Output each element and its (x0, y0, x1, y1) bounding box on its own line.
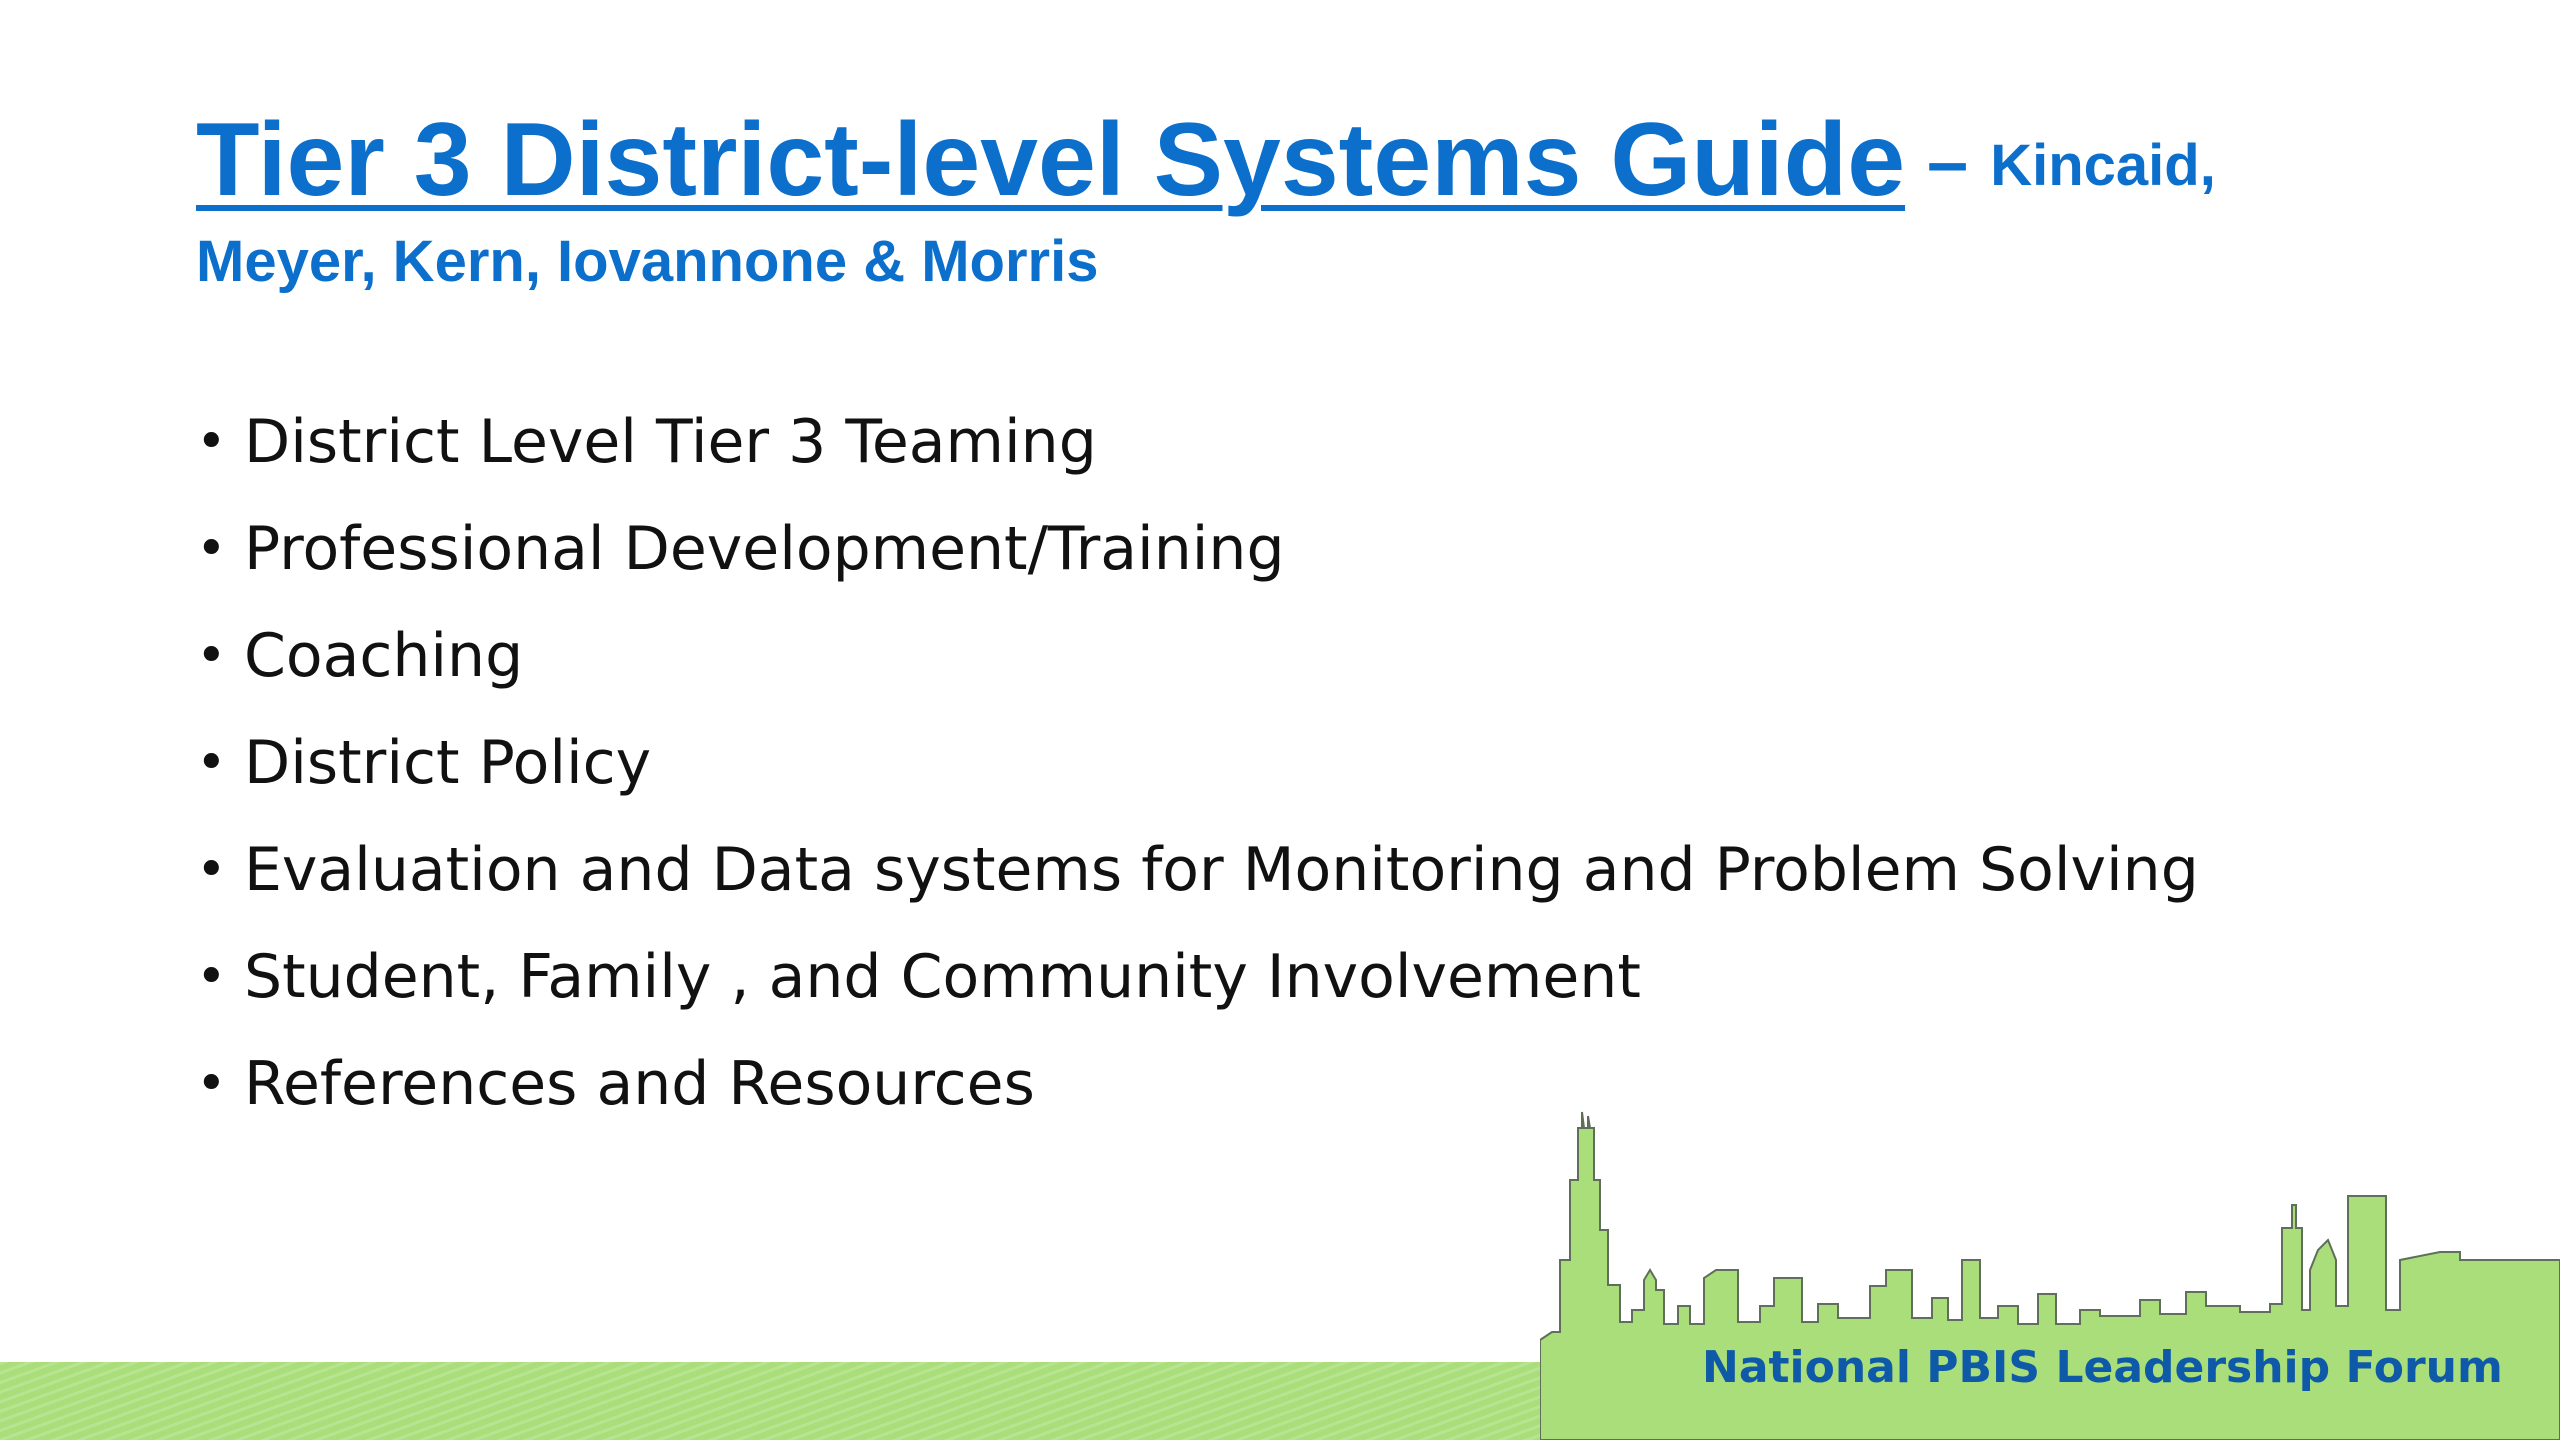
bullet-text: Evaluation and Data systems for Monitoring and Problem Solving (244, 834, 2199, 905)
bullet-item (196, 923, 2199, 1030)
bullet-icon: • (196, 839, 227, 900)
bullet-text: Professional Development/Training (244, 513, 1285, 584)
bullet-icon: • (196, 732, 227, 793)
bullet-icon: • (196, 946, 227, 1007)
bullet-icon: • (196, 411, 227, 472)
title-dash: – (1927, 120, 1969, 203)
bullet-icon: • (196, 518, 227, 579)
bullet-icon: • (196, 625, 227, 686)
bullet-item (196, 495, 2199, 602)
bullet-list (196, 388, 2199, 1137)
title-authors-line-2: Meyer, Kern, Iovannone & Morris (196, 229, 1099, 294)
title-authors-line-1: Kincaid, (1990, 133, 2216, 198)
guide-title[interactable]: Tier 3 District-level Systems Guide (196, 102, 1906, 218)
bullet-text: District Policy (244, 727, 652, 798)
title-line-1 (196, 102, 2396, 218)
bullet-item (196, 709, 2199, 816)
slide-title (196, 102, 2396, 294)
bullet-item (196, 816, 2199, 923)
bullet-text: Student, Family , and Community Involvement (244, 941, 1641, 1012)
bullet-text: Coaching (244, 620, 524, 691)
bullet-icon: • (196, 1053, 227, 1114)
bullet-item (196, 388, 2199, 495)
bullet-item (196, 602, 2199, 709)
bullet-text: References and Resources (244, 1048, 1035, 1119)
footer-label: National PBIS Leadership Forum (1702, 1342, 2503, 1393)
bullet-text: District Level Tier 3 Teaming (244, 406, 1097, 477)
